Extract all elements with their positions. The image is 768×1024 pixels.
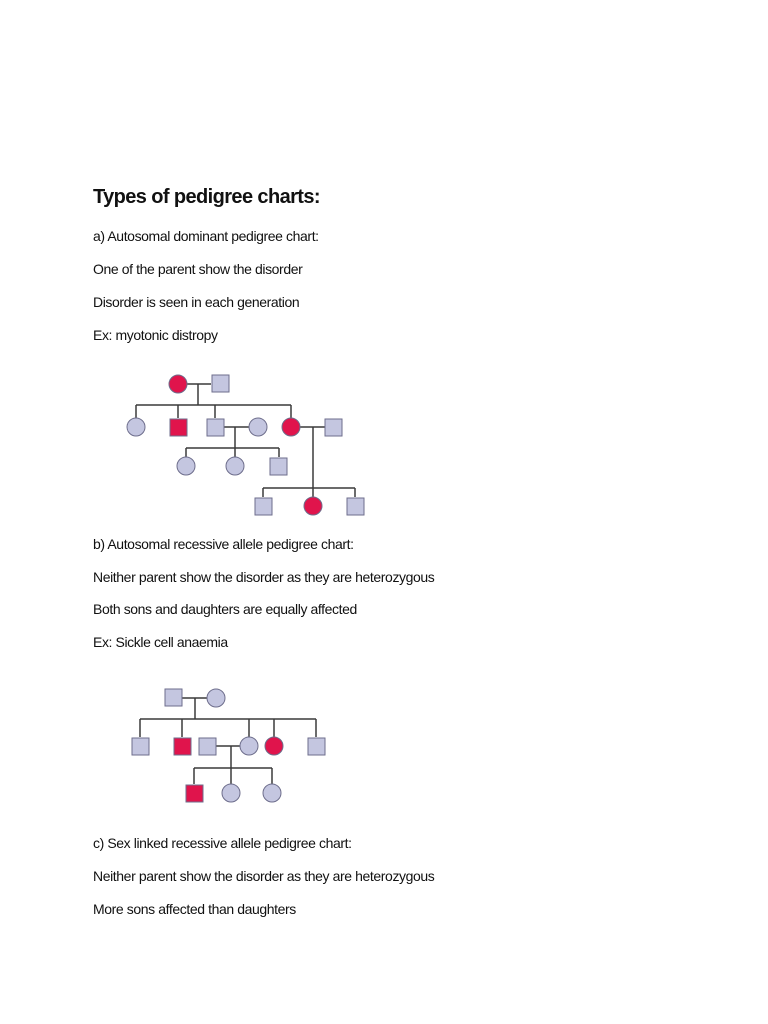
section-a-example: Ex: myotonic distropy <box>93 327 218 343</box>
unaffected-female-symbol <box>240 737 258 755</box>
unaffected-male-symbol <box>199 738 216 755</box>
unaffected-female-symbol <box>207 689 225 707</box>
page-title: Types of pedigree charts: <box>93 186 320 208</box>
section-a-point-1: One of the parent show the disorder <box>93 261 303 277</box>
section-a-heading: a) Autosomal dominant pedigree chart: <box>93 228 319 244</box>
unaffected-female-symbol <box>222 784 240 802</box>
section-c-point-2: More sons affected than daughters <box>93 901 296 917</box>
affected-male-symbol <box>186 785 203 802</box>
section-b-heading: b) Autosomal recessive allele pedigree chart: <box>93 536 354 552</box>
affected-female-symbol <box>265 737 283 755</box>
affected-male-symbol <box>174 738 191 755</box>
section-a-point-2: Disorder is seen in each generation <box>93 294 300 310</box>
unaffected-female-symbol <box>263 784 281 802</box>
unaffected-male-symbol <box>308 738 325 755</box>
section-c-heading: c) Sex linked recessive allele pedigree chart: <box>93 835 352 851</box>
unaffected-male-symbol <box>165 689 182 706</box>
unaffected-male-symbol <box>132 738 149 755</box>
section-b-point-2: Both sons and daughters are equally affected <box>93 601 357 617</box>
section-b-point-1: Neither parent show the disorder as they are heterozygous <box>93 569 435 585</box>
section-c-point-1: Neither parent show the disorder as they are heterozygous <box>93 868 435 884</box>
section-b-example: Ex: Sickle cell anaemia <box>93 634 228 650</box>
